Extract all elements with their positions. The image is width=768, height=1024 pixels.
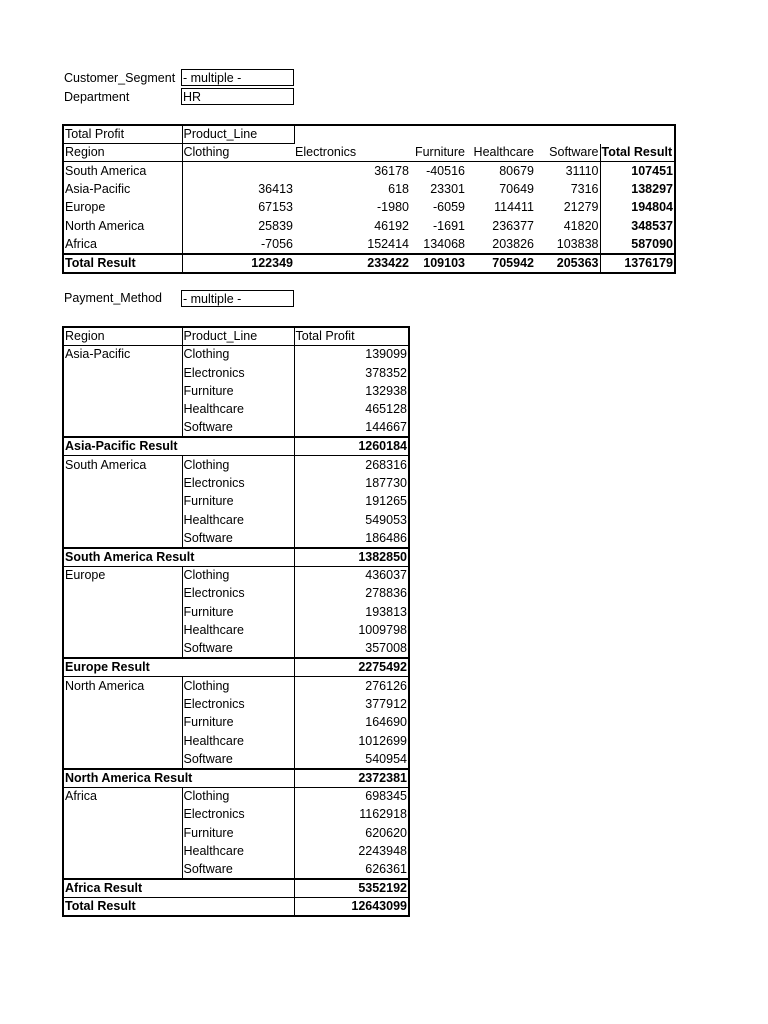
pivot2-region [63,585,182,603]
pivot2-region [63,474,182,492]
table-row [63,695,409,713]
pivot2-value: 1009798 [358,623,407,638]
pivot2-subtotal-value: 5352192 [294,879,409,898]
pivot2-subtotal-value: 2372381 [294,769,409,788]
pivot2-value: 1012699 [358,733,407,748]
table-row [63,603,409,621]
filter-value-payment-method[interactable]: - multiple - [181,290,294,307]
pivot2-region: South America [63,456,182,474]
table-row [63,585,409,603]
pivot1-cell: -1691 [433,218,465,233]
pivot2-subtotal-label: Asia-Pacific Result [63,437,294,456]
table-row-subtotal [63,658,409,677]
pivot2-region [63,382,182,400]
pivot2-product-line: Clothing [182,787,294,805]
pivot-table-region-product-line [62,326,410,917]
pivot2-product-line: Electronics [182,695,294,713]
pivot1-region: South America [63,162,182,180]
table-row-total [63,254,675,273]
pivot1-grand-total: 1376179 [600,254,675,273]
pivot1-total-cell: 205363 [535,254,600,273]
pivot1-region: North America [63,217,182,235]
pivot2-subtotal-value: 2275492 [294,658,409,677]
table-row-total [63,898,409,917]
pivot2-product-line: Software [182,419,294,437]
table-row [63,419,409,437]
pivot2-region: Europe [63,566,182,584]
pivot1-cell: 203826 [492,236,534,251]
pivot1-cell [182,162,294,180]
pivot2-product-line: Software [182,530,294,548]
pivot2-value: 164690 [365,715,407,730]
table-row [63,806,409,824]
pivot2-value: 276126 [365,678,407,693]
pivot1-cell: -1980 [377,200,409,215]
pivot2-region [63,401,182,419]
table-row [63,474,409,492]
pivot2-region [63,511,182,529]
pivot1-cell: 618 [388,181,409,196]
pivot2-product-line: Healthcare [182,622,294,640]
pivot2-region [63,640,182,658]
pivot2-value: 698345 [365,789,407,804]
pivot2-grand-total: 12643099 [294,898,409,917]
pivot2-subtotal-label: North America Result [63,769,294,788]
table-row [63,346,409,364]
pivot1-cell: 114411 [494,200,534,215]
table-row [63,382,409,400]
table-row [63,493,409,511]
table-row [63,714,409,732]
pivot2-region: Asia-Pacific [63,346,182,364]
pivot2-value: 465128 [365,402,407,417]
pivot1-cell: 67153 [258,200,293,215]
pivot2-product-line: Software [182,640,294,658]
pivot1-total-cell: 109103 [410,254,466,273]
pivot1-cell: 7316 [535,180,600,198]
table-row [63,364,409,382]
table-row [63,456,409,474]
pivot2-region [63,714,182,732]
pivot2-value: 278836 [365,586,407,601]
table-row-subtotal [63,769,409,788]
pivot2-product-line: Clothing [182,456,294,474]
pivot2-product-line: Clothing [182,677,294,695]
table-row [63,235,675,253]
pivot1-cell: 21279 [535,199,600,217]
table-row [63,640,409,658]
pivot1-row-total: 587090 [631,236,673,251]
pivot2-region [63,622,182,640]
pivot1-cell: 23301 [430,181,465,196]
pivot2-value: 540954 [365,751,407,766]
pivot2-region [63,493,182,511]
pivot2-total-label: Total Result [63,898,294,917]
pivot1-cell: -40516 [426,163,465,178]
pivot2-value: 2243948 [358,844,407,859]
pivot1-row-total: 138297 [631,181,673,196]
pivot2-product-line: Clothing [182,346,294,364]
pivot1-total-cell: 705942 [466,254,535,273]
pivot2-region [63,842,182,860]
pivot2-subtotal-value: 1382850 [294,548,409,567]
pivot1-cell: -6059 [433,200,465,215]
pivot2-value: 436037 [365,568,407,583]
table-row [63,566,409,584]
table-row [63,217,675,235]
pivot2-col-header: Total Profit [294,327,409,346]
pivot1-region: Asia-Pacific [63,180,182,198]
pivot2-product-line: Electronics [182,364,294,382]
pivot2-region [63,732,182,750]
pivot2-region [63,695,182,713]
pivot1-cell: 46192 [374,218,409,233]
pivot2-product-line: Software [182,861,294,879]
table-row [63,861,409,879]
pivot2-product-line: Healthcare [182,842,294,860]
pivot1-cell: 152414 [367,236,409,251]
pivot2-product-line: Electronics [182,585,294,603]
pivot1-total-cell: 233422 [294,254,410,273]
pivot2-value: 357008 [365,641,407,656]
table-header-row [63,327,409,346]
pivot1-total-label: Total Result [63,254,182,273]
pivot2-region: North America [63,677,182,695]
pivot2-col-header: Product_Line [182,327,294,346]
pivot1-header-blank [294,125,675,144]
table-row [63,677,409,695]
table-row [63,824,409,842]
pivot1-cell: 25839 [258,218,293,233]
pivot-table-region-by-product [62,124,676,274]
pivot1-col-header: Software [535,144,600,162]
pivot2-region [63,419,182,437]
pivot2-region [63,824,182,842]
pivot2-value: 620620 [365,825,407,840]
table-row-subtotal [63,437,409,456]
pivot2-value: 626361 [365,862,407,877]
pivot2-product-line: Furniture [182,382,294,400]
pivot2-product-line: Electronics [182,474,294,492]
table-row [63,199,675,217]
pivot1-row-total: 107451 [631,163,673,178]
table-row [63,530,409,548]
table-row [63,842,409,860]
pivot2-region [63,603,182,621]
pivot2-product-line: Clothing [182,566,294,584]
pivot1-col-header: Healthcare [466,144,535,162]
pivot1-cell: 41820 [535,217,600,235]
pivot2-value: 377912 [365,696,407,711]
pivot2-value: 268316 [365,457,407,472]
pivot2-subtotal-label: Africa Result [63,879,294,898]
pivot2-product-line: Furniture [182,714,294,732]
pivot1-cell: 31110 [535,162,600,180]
table-row [63,180,675,198]
pivot2-value: 187730 [365,476,407,491]
table-row [63,511,409,529]
pivot2-region [63,364,182,382]
pivot2-value: 139099 [365,347,407,362]
pivot2-product-line: Healthcare [182,732,294,750]
pivot2-subtotal-value: 1260184 [294,437,409,456]
pivot2-col-header: Region [63,327,182,346]
pivot1-col-header-total: Total Result [600,144,675,162]
pivot2-region [63,750,182,768]
pivot2-value: 186486 [365,530,407,545]
pivot1-cell: 36413 [258,181,293,196]
pivot1-col-field: Product_Line [182,125,294,144]
pivot2-value: 132938 [365,383,407,398]
pivot1-col-header: Furniture [410,144,466,162]
pivot2-value: 144667 [365,420,407,435]
pivot2-value: 193813 [365,604,407,619]
table-row [63,622,409,640]
pivot2-product-line: Electronics [182,806,294,824]
pivot1-row-field: Region [63,144,182,162]
pivot1-cell: 80679 [499,163,534,178]
pivot2-region [63,806,182,824]
pivot1-cell: 70649 [499,181,534,196]
pivot2-region: Africa [63,787,182,805]
pivot2-product-line: Healthcare [182,511,294,529]
table-row [63,401,409,419]
pivot2-subtotal-label: South America Result [63,548,294,567]
table-row [63,750,409,768]
pivot2-value: 378352 [365,365,407,380]
pivot1-total-cell: 122349 [182,254,294,273]
pivot1-cell: 103838 [535,235,600,253]
table-row-subtotal [63,879,409,898]
filter-label-customer-segment: Customer_Segment [64,71,176,85]
table-row [63,732,409,750]
pivot1-region: Europe [63,199,182,217]
pivot1-row-total: 194804 [631,200,673,215]
table-row-subtotal [63,548,409,567]
pivot1-cell: -7056 [261,236,293,251]
pivot2-product-line: Software [182,750,294,768]
pivot1-region: Africa [63,235,182,253]
table-row [63,162,675,180]
pivot1-cell: 36178 [374,163,409,178]
filter-value-customer-segment[interactable]: - multiple - [181,69,294,86]
table-row [63,787,409,805]
pivot2-region [63,861,182,879]
pivot1-cell: 134068 [423,236,465,251]
pivot1-cell: 236377 [492,218,534,233]
pivot2-value: 191265 [365,494,407,509]
filter-label-payment-method: Payment_Method [64,291,162,305]
pivot2-region [63,530,182,548]
pivot2-product-line: Furniture [182,603,294,621]
pivot2-subtotal-label: Europe Result [63,658,294,677]
pivot1-col-header: Electronics [294,144,410,162]
filter-label-department: Department [64,90,130,104]
pivot2-product-line: Healthcare [182,401,294,419]
pivot2-value: 1162918 [359,807,407,822]
pivot1-col-header: Clothing [182,144,294,162]
pivot1-row-total: 348537 [631,218,673,233]
pivot1-corner: Total Profit [63,125,182,144]
pivot2-value: 549053 [365,512,407,527]
filter-value-department[interactable]: HR [181,88,294,105]
pivot2-product-line: Furniture [182,493,294,511]
pivot2-product-line: Furniture [182,824,294,842]
